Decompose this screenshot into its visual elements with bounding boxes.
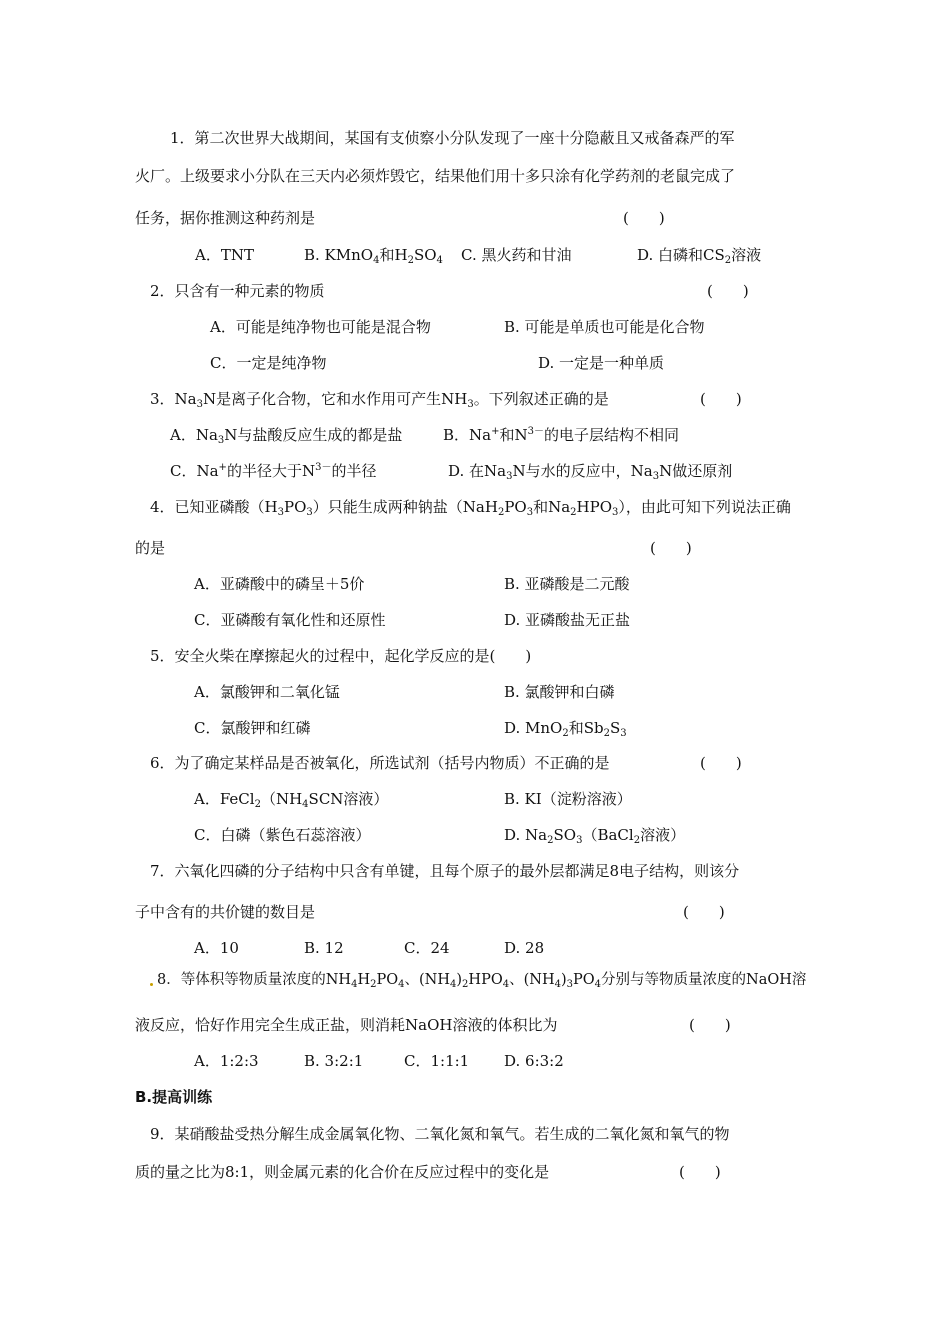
- q8-option-d: D. 6:3:2: [504, 1052, 564, 1070]
- q3-answer-blank[interactable]: ( ): [700, 390, 742, 408]
- q8-option-c: C．1:1:1: [404, 1052, 470, 1070]
- q2-option-c: C．一定是纯净物: [210, 354, 327, 372]
- q5-option-d: D. MnO$_2$和$Sb_2S_3$: [504, 719, 627, 739]
- q2-option-b: B. 可能是单质也可能是化合物: [504, 318, 705, 336]
- q2-option-d: D. 一定是一种单质: [538, 354, 665, 372]
- q3-line1: 3．$Na_3N$是离子化合物，它和水作用可产生$NH_3$。下列叙述正确的是: [150, 390, 609, 410]
- q8-option-a: A．1:2:3: [194, 1052, 259, 1070]
- q7-option-d: D. 28: [504, 939, 545, 957]
- q5-option-c: C．氯酸钾和红磷: [194, 719, 311, 737]
- q6-option-c: C．白磷（紫色石蕊溶液）: [194, 826, 371, 844]
- q6-answer-blank[interactable]: ( ): [700, 754, 742, 772]
- q6-line1: 6．为了确定某样品是否被氧化，所选试剂（括号内物质）不正确的是: [150, 754, 610, 772]
- q4-option-c: C．亚磷酸有氧化性和还原性: [194, 611, 386, 629]
- q1-option-a: A．TNT: [195, 246, 254, 264]
- q8-option-b: B. 3:2:1: [304, 1052, 364, 1070]
- q2-option-a: A．可能是纯净物也可能是混合物: [210, 318, 431, 336]
- q6-option-a: A．$FeCl_2(NH_4SCN$溶液）: [194, 790, 389, 810]
- q4-line1: 4．已知亚磷酸$(H_3PO_3)$只能生成两种钠盐（$NaH_2PO_3$和$Na_2HPO_3$），由此可知下列说法正确: [150, 498, 791, 518]
- q1-line2: 火厂。上级要求小分队在三天内必须炸毁它，结果他们用十多只涂有化学药剂的老鼠完成了: [135, 167, 736, 185]
- q9-answer-blank[interactable]: ( ): [679, 1163, 721, 1181]
- q7-line2: 子中含有的共价键的数目是: [135, 903, 316, 921]
- q3-option-a: A．$Na_3N$与盐酸反应生成的都是盐: [170, 426, 403, 446]
- q1-line1: 1．第二次世界大战期间，某国有支侦察小分队发现了一座十分隐蔽且又戒备森严的军: [170, 129, 735, 147]
- q1-line3: 任务，据你推测这种药剂是: [135, 209, 316, 227]
- q3-option-c: C．Na+的半径大于$N^{3-}$的半径: [170, 462, 377, 480]
- q5-option-b: B. 氯酸钾和白磷: [504, 683, 615, 701]
- q8-line1: 8．等体积等物质量浓度的$NH_4H_2PO_4$、$(NH_4)_2HPO_4$、$(NH_4)_3PO_4$分别与等物质量浓度的NaOH溶: [157, 972, 807, 990]
- q4-option-a: A．亚磷酸中的磷呈＋5价: [194, 575, 365, 593]
- q6-option-d: D. $Na_2SO_3(BaCl_2$溶液）: [504, 826, 686, 846]
- q2-answer-blank[interactable]: ( ): [707, 282, 749, 300]
- q9-line2: 质的量之比为8:1，则金属元素的化合价在反应过程中的变化是: [135, 1163, 550, 1181]
- q8-line2: 液反应，恰好作用完全生成正盐，则消耗NaOH溶液的体积比为: [135, 1016, 558, 1034]
- q7-option-b: B. 12: [304, 939, 344, 957]
- q1-option-b: B. KMnO$_4$和$H_2SO_4$: [304, 246, 443, 266]
- q1-option-d: D. 白磷和$CS_2$溶液: [637, 246, 762, 266]
- q1-answer-blank[interactable]: ( ): [623, 209, 665, 227]
- q4-option-b: B. 亚磷酸是二元酸: [504, 575, 630, 593]
- stray-mark: [150, 983, 153, 986]
- q5-line1: 5．安全火柴在摩擦起火的过程中，起化学反应的是( ): [150, 647, 532, 665]
- section-heading-b: B.提高训练: [135, 1088, 213, 1106]
- q4-line2: 的是: [135, 539, 166, 557]
- q1-option-c: C. 黑火药和甘油: [461, 246, 572, 264]
- q7-answer-blank[interactable]: ( ): [683, 903, 725, 921]
- q6-option-b: B. KI（淀粉溶液）: [504, 790, 632, 808]
- q3-option-d: D. 在$Na_3N$与水的反应中，$Na_3N$做还原剂: [448, 462, 733, 482]
- q4-option-d: D. 亚磷酸盐无正盐: [504, 611, 631, 629]
- q7-option-c: C．24: [404, 939, 450, 957]
- q8-answer-blank[interactable]: ( ): [689, 1016, 731, 1034]
- q3-option-b: B．Na+和$N^{3-}$的电子层结构不相同: [443, 426, 680, 444]
- q9-line1: 9．某硝酸盐受热分解生成金属氧化物、二氧化氮和氧气。若生成的二氧化氮和氧气的物: [150, 1125, 730, 1143]
- q2-line1: 2．只含有一种元素的物质: [150, 282, 325, 300]
- q7-line1: 7．六氧化四磷的分子结构中只含有单键，且每个原子的最外层都满足8电子结构，则该分: [150, 862, 740, 880]
- q4-answer-blank[interactable]: ( ): [650, 539, 692, 557]
- q5-option-a: A．氯酸钾和二氧化锰: [194, 683, 340, 701]
- q7-option-a: A．10: [194, 939, 239, 957]
